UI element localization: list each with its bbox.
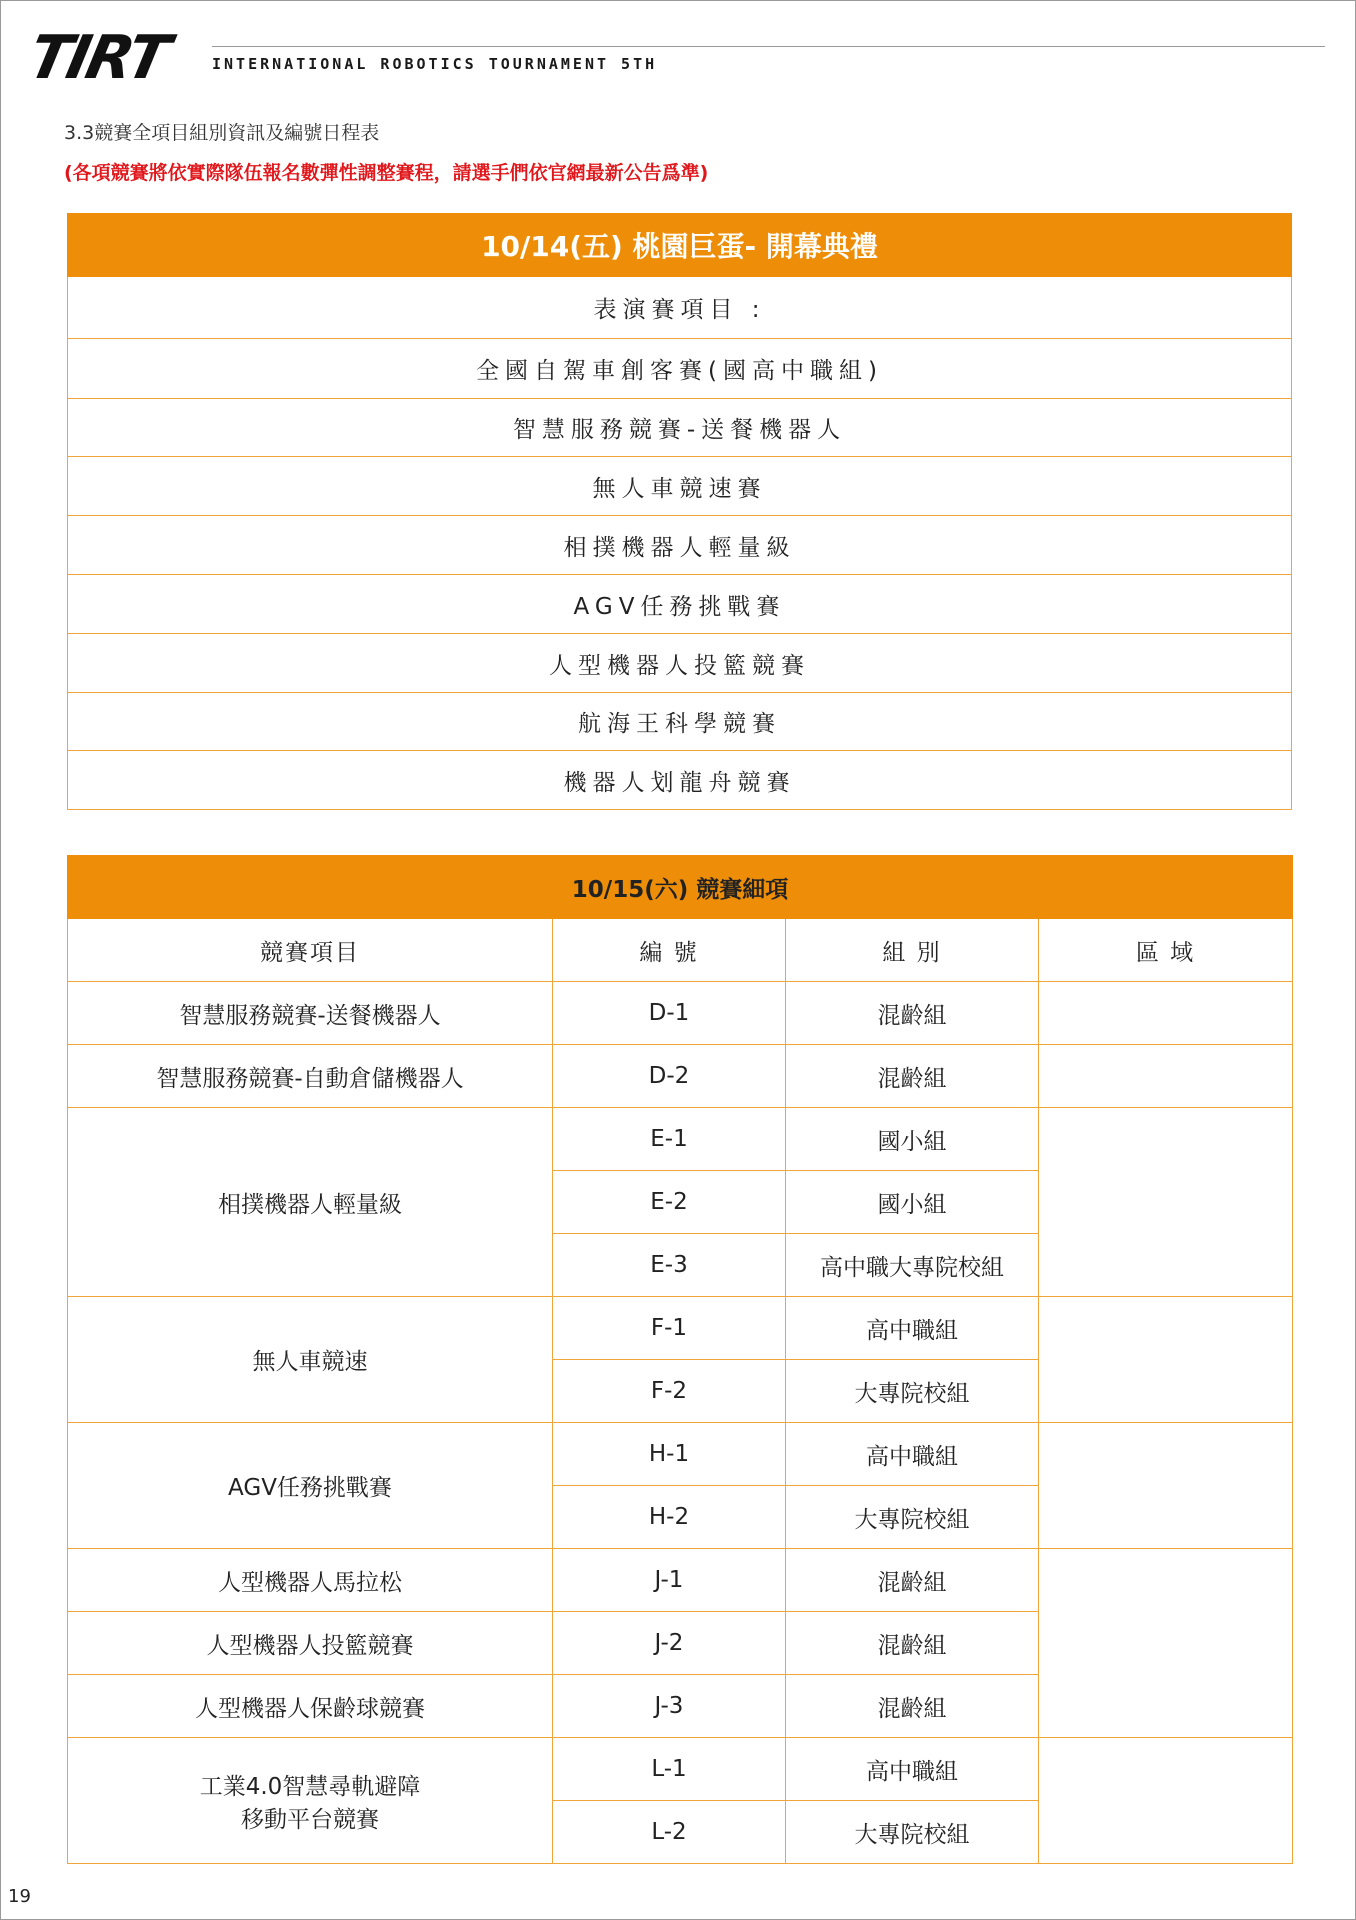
event-group: 高中職大專院校組 [786,1234,1039,1297]
schedule-notice: (各項競賽將依實際隊伍報名數彈性調整賽程，請選手們依官網最新公告爲準) [64,162,709,184]
event-name: 智慧服務競賽-送餐機器人 [68,982,553,1045]
event-group: 混齡組 [786,1675,1039,1738]
event-area [1039,1045,1293,1108]
exhibition-item: AGV任務挑戰賽 [68,575,1292,634]
event-code: J-3 [553,1675,786,1738]
tirt-logo: TIRT [22,23,174,93]
exhibition-item: 全國自駕車創客賽(國高中職組) [68,339,1292,399]
event-code: H-2 [553,1486,786,1549]
event-area [1039,982,1293,1045]
header-code: 編 號 [553,919,786,982]
event-code: E-1 [553,1108,786,1171]
header-tagline: INTERNATIONAL ROBOTICS TOURNAMENT 5TH [212,55,658,73]
header-area: 區 域 [1039,919,1293,982]
event-code: J-2 [553,1612,786,1675]
event-name-line: 移動平台競賽 [241,1806,379,1833]
table-row [68,1108,1293,1171]
exhibition-item: 人型機器人投籃競賽 [68,634,1292,693]
event-code: L-1 [553,1738,786,1801]
event-area [1039,1549,1293,1738]
competition-details-table [67,855,1293,1864]
event-name: AGV任務挑戰賽 [68,1423,553,1549]
exhibition-item: 無人車競速賽 [68,457,1292,516]
event-name: 無人車競速 [68,1297,553,1423]
event-area [1039,1423,1293,1549]
event-code: F-1 [553,1297,786,1360]
event-group: 國小組 [786,1171,1039,1234]
header-divider [212,46,1325,47]
table-row [68,1297,1293,1360]
event-code: J-1 [553,1549,786,1612]
event-code: D-1 [553,982,786,1045]
event-name: 相撲機器人輕量級 [68,1108,553,1297]
table-row [68,1549,1293,1612]
table-row [68,1738,1293,1801]
event-name: 人型機器人馬拉松 [68,1549,553,1612]
event-name-line: 工業4.0智慧尋軌避障 [199,1773,421,1800]
event-code: E-2 [553,1171,786,1234]
event-group: 高中職組 [786,1423,1039,1486]
event-area [1039,1297,1293,1423]
event-group: 混齡組 [786,982,1039,1045]
exhibition-item: 航海王科學競賽 [68,693,1292,751]
event-code: E-3 [553,1234,786,1297]
header-event: 競賽項目 [68,919,553,982]
table-row [68,982,1293,1045]
exhibition-item: 機器人划龍舟競賽 [68,751,1292,810]
exhibition-item: 相撲機器人輕量級 [68,516,1292,575]
event-group: 混齡組 [786,1045,1039,1108]
exhibition-intro: 表演賽項目 : [68,277,1292,339]
event-group: 大專院校組 [786,1801,1039,1864]
exhibition-item: 智慧服務競賽-送餐機器人 [68,399,1292,457]
event-name: 智慧服務競賽-自動倉儲機器人 [68,1045,553,1108]
page-number: 19 [8,1886,31,1907]
event-name [68,1738,553,1864]
event-code: H-1 [553,1423,786,1486]
event-group: 高中職組 [786,1738,1039,1801]
event-group: 國小組 [786,1108,1039,1171]
event-name: 人型機器人保齡球競賽 [68,1675,553,1738]
opening-ceremony-table [67,213,1292,810]
event-group: 高中職組 [786,1297,1039,1360]
event-name: 人型機器人投籃競賽 [68,1612,553,1675]
event-group: 大專院校組 [786,1486,1039,1549]
event-group: 混齡組 [786,1612,1039,1675]
section-title: 3.3競賽全項目組別資訊及編號日程表 [64,122,380,144]
event-code: D-2 [553,1045,786,1108]
event-area [1039,1108,1293,1297]
header-group: 組 別 [786,919,1039,982]
day2-banner: 10/15(六) 競賽細項 [68,856,1293,919]
event-group: 混齡組 [786,1549,1039,1612]
table-row [68,1423,1293,1486]
event-code: F-2 [553,1360,786,1423]
event-group: 大專院校組 [786,1360,1039,1423]
table-row [68,1045,1293,1108]
event-area [1039,1738,1293,1864]
day1-banner: 10/14(五) 桃園巨蛋- 開幕典禮 [68,214,1292,277]
event-code: L-2 [553,1801,786,1864]
